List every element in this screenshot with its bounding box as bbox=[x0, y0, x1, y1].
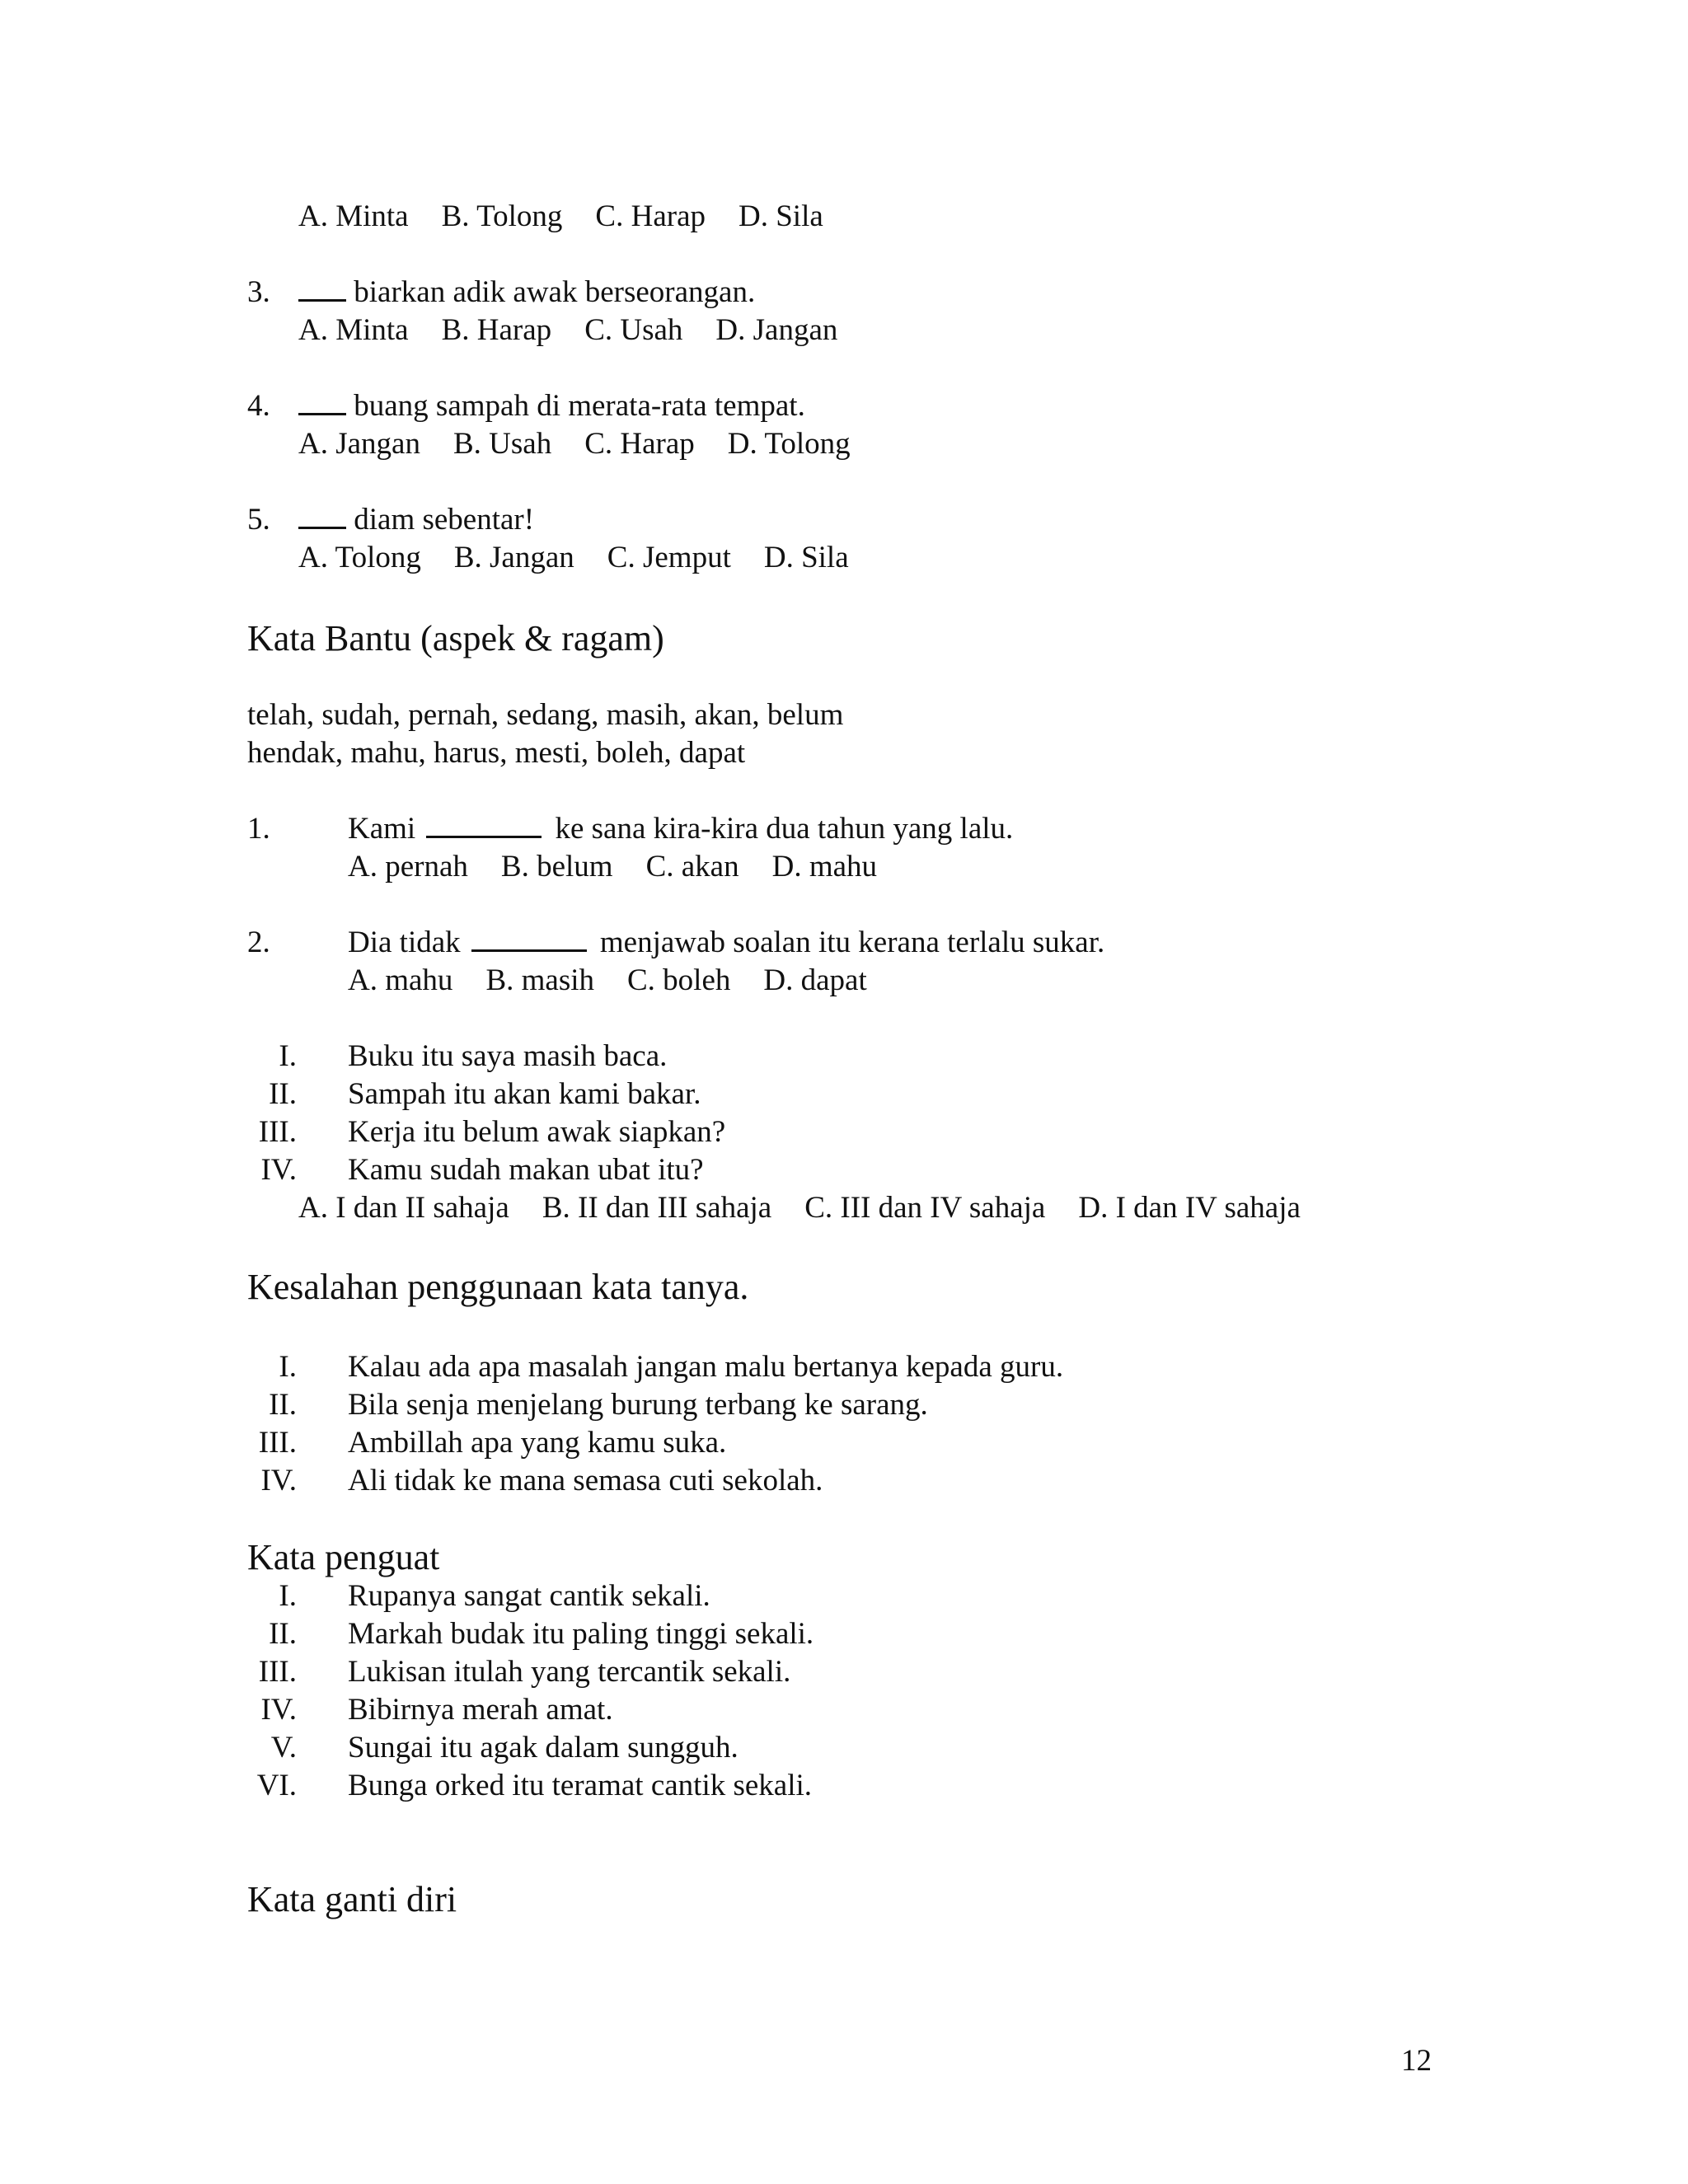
option-c: C. Usah bbox=[584, 313, 683, 347]
question-number: 3. bbox=[247, 275, 270, 309]
option-b: B. Usah bbox=[452, 427, 552, 461]
list-item: V. Sungai itu agak dalam sungguh. bbox=[270, 1731, 738, 1765]
option-b: B. belum bbox=[500, 850, 613, 883]
page-number: 12 bbox=[1401, 2044, 1432, 2078]
option-b: B. Jangan bbox=[453, 541, 574, 574]
option-b: B. II dan III sahaja bbox=[542, 1191, 772, 1225]
question-number: 1. bbox=[247, 812, 270, 846]
answer-blank bbox=[298, 502, 346, 529]
question-number: 4. bbox=[247, 389, 270, 423]
kata-bantu-word-list bbox=[0, 696, 1688, 772]
option-d: D. dapat bbox=[763, 963, 867, 997]
list-item: IV. Ali tidak ke mana semasa cuti sekolah. bbox=[260, 1464, 823, 1497]
answer-blank bbox=[426, 811, 542, 838]
option-a: A. pernah bbox=[348, 850, 468, 883]
option-d: D. mahu bbox=[771, 850, 878, 883]
list-item: III. Ambillah apa yang kamu suka. bbox=[258, 1426, 727, 1460]
list-item: I. Kalau ada apa masalah jangan malu bertanya kepada guru. bbox=[279, 1350, 1064, 1384]
word-list-line-2: hendak, mahu, harus, mesti, boleh, dapat bbox=[247, 736, 746, 770]
option-b: B. Harap bbox=[441, 313, 552, 347]
option-c: C. Harap bbox=[584, 427, 695, 461]
question-3 bbox=[0, 274, 1688, 349]
option-d: D. Sila bbox=[763, 541, 849, 574]
option-a: A. Minta bbox=[298, 313, 409, 347]
question-text: diam sebentar! bbox=[298, 501, 534, 539]
question-5 bbox=[0, 501, 1688, 577]
option-d: D. Jangan bbox=[715, 313, 838, 347]
list-item: I. Rupanya sangat cantik sekali. bbox=[279, 1579, 710, 1613]
section-heading-kata-tanya: Kesalahan penggunaan kata tanya. bbox=[247, 1267, 749, 1307]
option-b: B. Tolong bbox=[441, 199, 563, 233]
option-a: A. Jangan bbox=[298, 427, 420, 461]
answer-blank bbox=[298, 274, 346, 302]
question-text: Kami ke sana kira-kira dua tahun yang lalu. bbox=[348, 812, 1014, 846]
option-a: A. Tolong bbox=[298, 541, 421, 574]
option-c: C. III dan IV sahaja bbox=[804, 1191, 1046, 1225]
question-text: biarkan adik awak berseorangan. bbox=[298, 274, 755, 312]
question-number: 5. bbox=[247, 503, 270, 537]
option-d: D. Tolong bbox=[727, 427, 851, 461]
section-heading-kata-ganti-diri: Kata ganti diri bbox=[247, 1879, 457, 1919]
answer-blank bbox=[471, 925, 587, 952]
kata-bantu-question-1 bbox=[0, 810, 1688, 886]
list-item: III. Lukisan itulah yang tercantik sekali. bbox=[258, 1655, 791, 1689]
answer-blank bbox=[298, 388, 346, 415]
list-item: II. Sampah itu akan kami bakar. bbox=[269, 1077, 701, 1111]
option-c: C. akan bbox=[645, 850, 739, 883]
question-number: 2. bbox=[247, 926, 270, 959]
list-item: III. Kerja itu belum awak siapkan? bbox=[258, 1115, 726, 1149]
kata-bantu-statement-list bbox=[0, 1038, 1688, 1227]
question-2-options bbox=[0, 198, 1688, 236]
list-item: VI. Bunga orked itu teramat cantik sekali. bbox=[256, 1769, 813, 1802]
section-heading-kata-penguat: Kata penguat bbox=[247, 1537, 440, 1577]
section-heading-kata-bantu: Kata Bantu (aspek & ragam) bbox=[247, 618, 664, 658]
option-b: B. masih bbox=[485, 963, 594, 997]
kata-bantu-question-2 bbox=[0, 924, 1688, 1000]
list-item: II. Bila senja menjelang burung terbang ke sarang. bbox=[269, 1388, 928, 1422]
question-4 bbox=[0, 387, 1688, 463]
option-a: A. Minta bbox=[298, 199, 409, 233]
list-item: II. Markah budak itu paling tinggi sekali. bbox=[269, 1617, 814, 1651]
option-c: C. boleh bbox=[627, 963, 731, 997]
option-c: C. Harap bbox=[595, 199, 706, 233]
question-text: buang sampah di merata-rata tempat. bbox=[298, 387, 805, 425]
list-item: I. Buku itu saya masih baca. bbox=[279, 1039, 668, 1073]
question-text: Dia tidak menjawab soalan itu kerana terlalu sukar. bbox=[348, 926, 1105, 959]
list-item: IV. Bibirnya merah amat. bbox=[260, 1693, 613, 1727]
option-a: A. mahu bbox=[348, 963, 453, 997]
kata-tanya-statement-list bbox=[0, 1348, 1688, 1500]
kata-penguat-statement-list bbox=[0, 1577, 1688, 1805]
option-c: C. Jemput bbox=[607, 541, 731, 574]
option-a: A. I dan II sahaja bbox=[298, 1191, 509, 1225]
option-d: D. Sila bbox=[738, 199, 823, 233]
word-list-line-1: telah, sudah, pernah, sedang, masih, akan, belum bbox=[247, 698, 844, 732]
list-options bbox=[298, 1189, 1688, 1227]
list-item: IV. Kamu sudah makan ubat itu? bbox=[260, 1153, 704, 1187]
option-d: D. I dan IV sahaja bbox=[1078, 1191, 1301, 1225]
